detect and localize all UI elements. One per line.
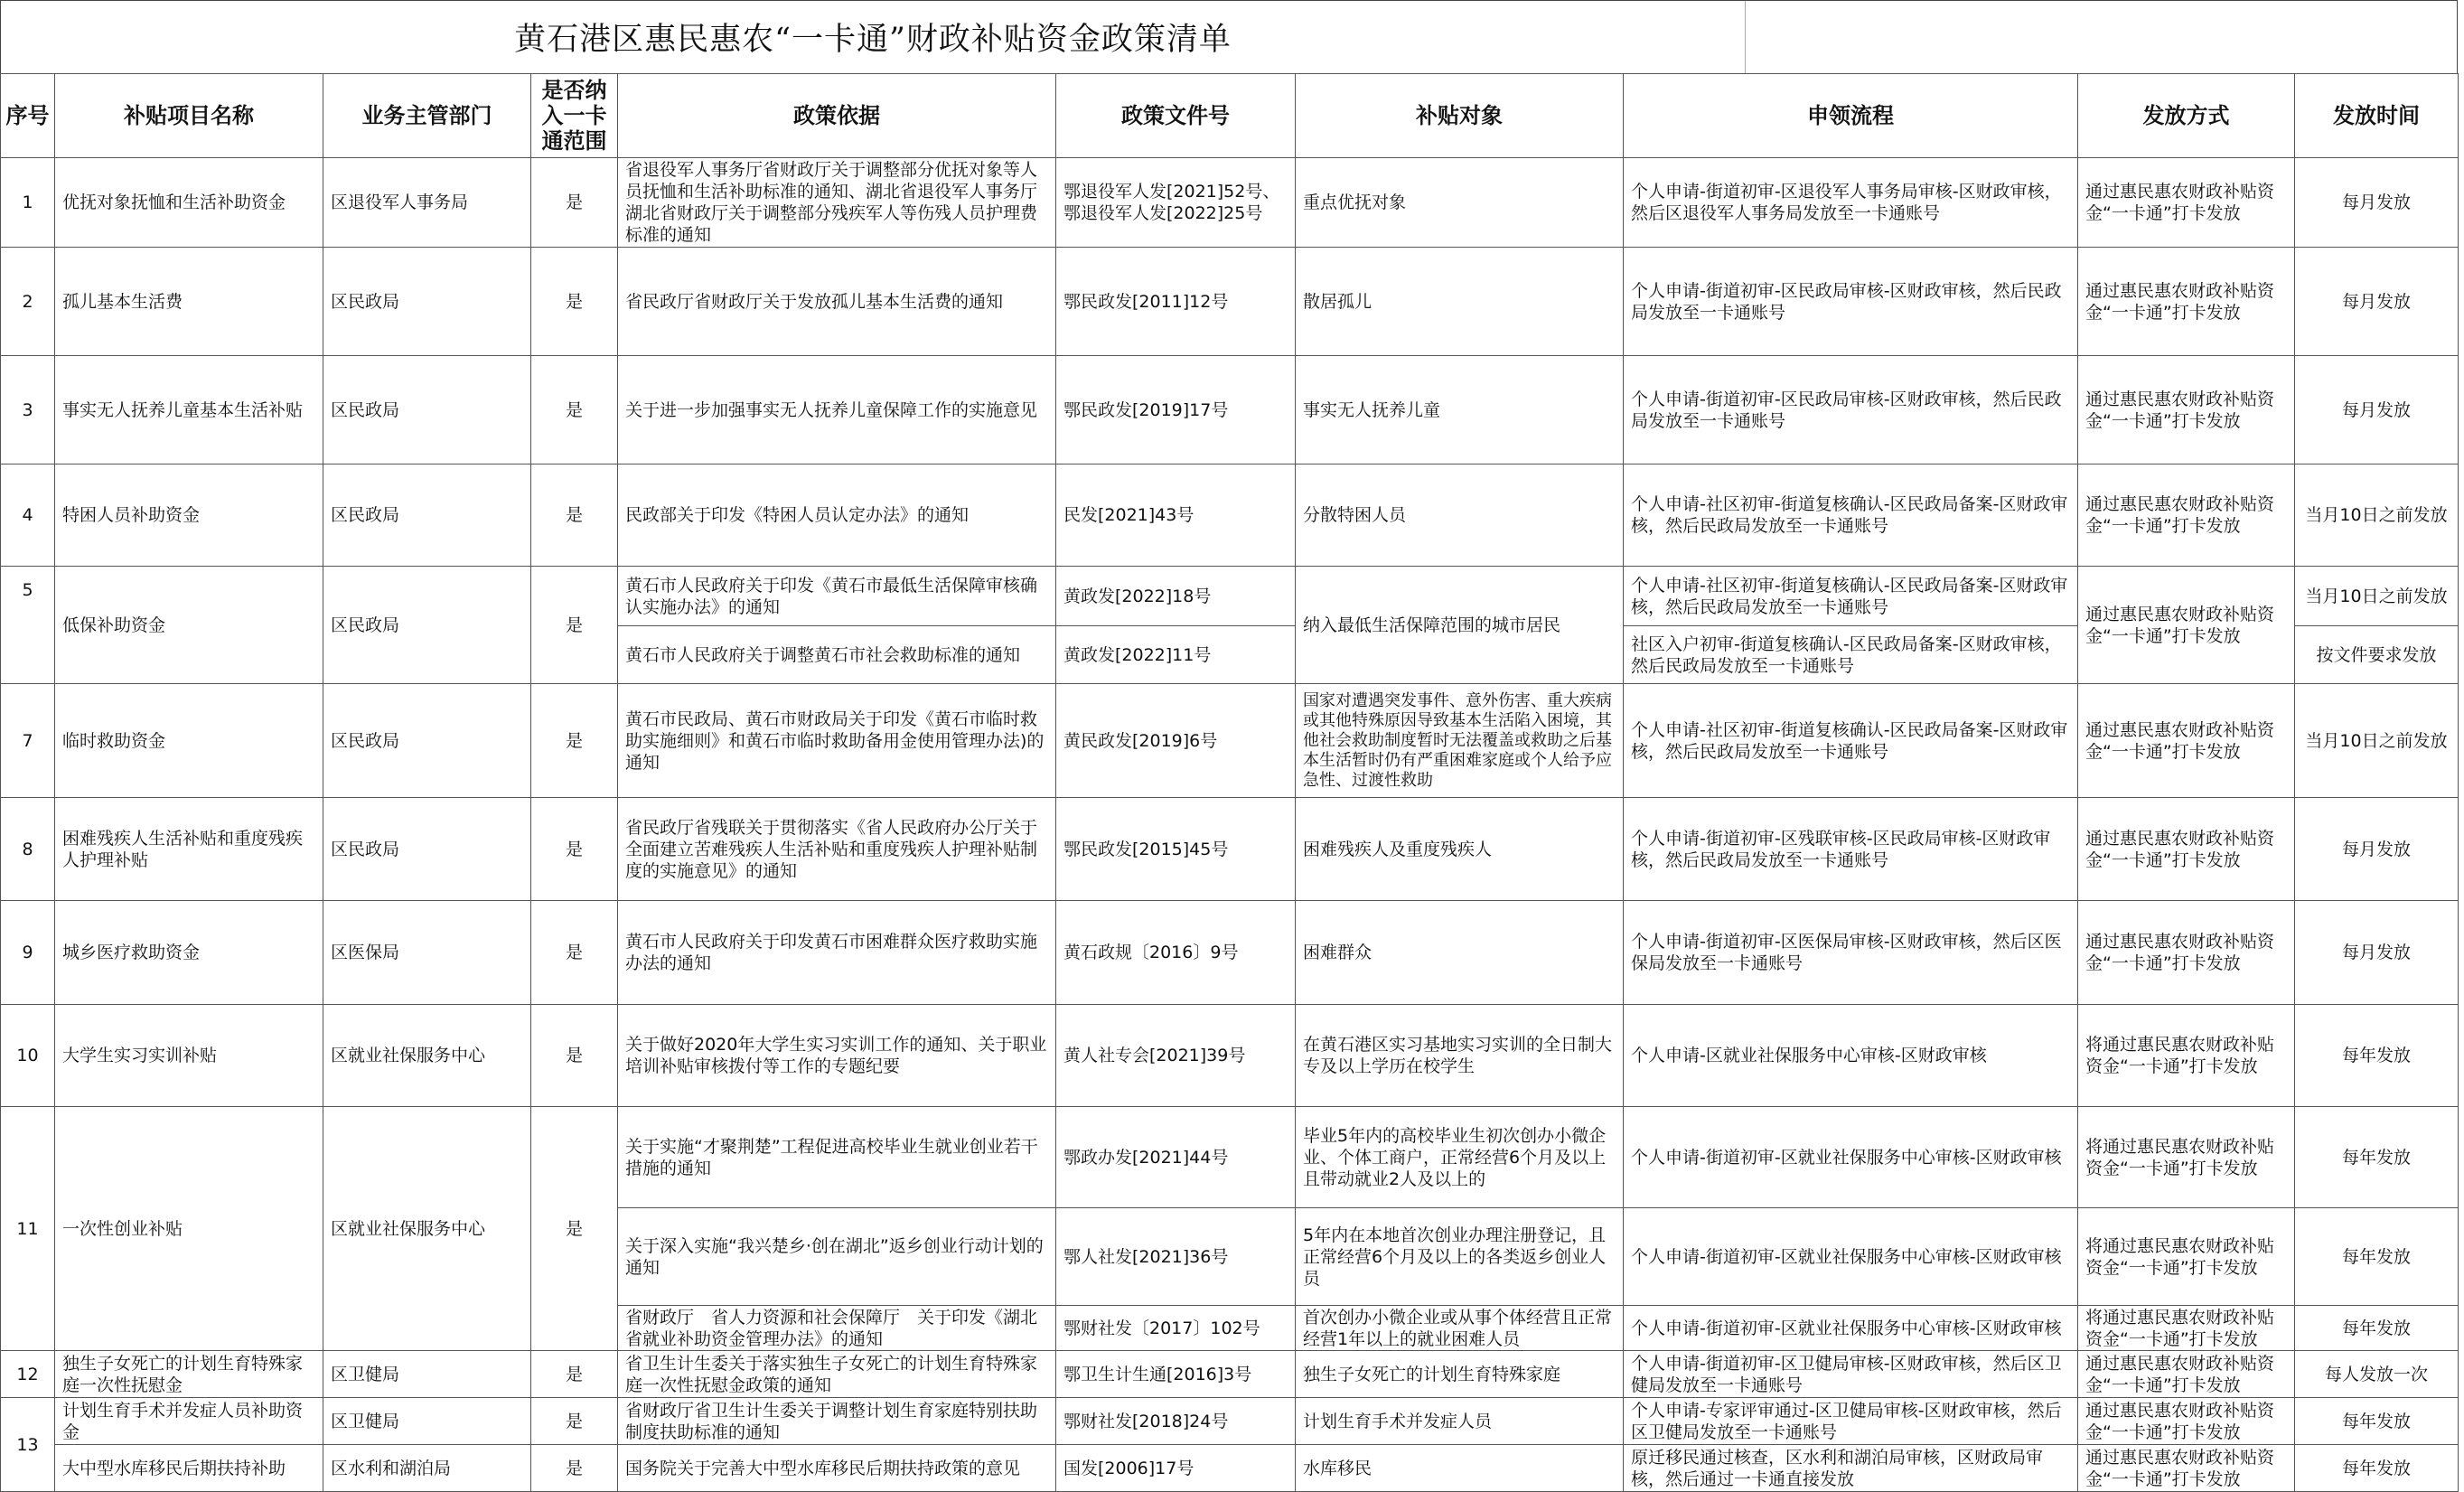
cell-docno: 鄂民政发[2015]45号 bbox=[1056, 798, 1296, 901]
cell-process: 个人申请-街道初审-区退役军人事务局审核-区财政审核，然后区退役军人事务局发放至一卡通账号 bbox=[1624, 158, 2078, 248]
cell-included: 是 bbox=[531, 1351, 618, 1398]
cell-dept: 区民政局 bbox=[323, 798, 531, 901]
col-header-no: 序号 bbox=[1, 74, 55, 158]
cell-basis: 民政部关于印发《特困人员认定办法》的通知 bbox=[618, 464, 1056, 567]
cell-docno: 鄂财社发[2018]24号 bbox=[1056, 1398, 1296, 1445]
cell-no: 3 bbox=[1, 356, 55, 464]
cell-name: 特困人员补助资金 bbox=[55, 464, 323, 567]
cell-method: 通过惠民惠农财政补贴资金“一卡通”打卡发放 bbox=[2078, 684, 2295, 798]
cell-docno: 黄民政发[2019]6号 bbox=[1056, 684, 1296, 798]
cell-process: 个人申请-区就业社保服务中心审核-区财政审核 bbox=[1624, 1005, 2078, 1107]
cell-name: 一次性创业补贴 bbox=[55, 1107, 323, 1351]
cell-process: 个人申请-街道初审-区民政局审核-区财政审核，然后民政局发放至一卡通账号 bbox=[1624, 248, 2078, 356]
cell-docno: 鄂民政发[2019]17号 bbox=[1056, 356, 1296, 464]
cell-included: 是 bbox=[531, 901, 618, 1005]
cell-basis: 关于实施“才聚荆楚”工程促进高校毕业生就业创业若干措施的通知 bbox=[618, 1107, 1056, 1208]
cell-process: 个人申请-街道初审-区医保局审核-区财政审核，然后区医保局发放至一卡通账号 bbox=[1624, 901, 2078, 1005]
col-header-docno: 政策文件号 bbox=[1056, 74, 1296, 158]
cell-docno: 鄂民政发[2011]12号 bbox=[1056, 248, 1296, 356]
cell-method: 通过惠民惠农财政补贴资金“一卡通”打卡发放 bbox=[2078, 901, 2295, 1005]
table-row bbox=[1, 567, 2459, 626]
cell-time: 按文件要求发放 bbox=[2295, 626, 2459, 684]
cell-docno: 黄人社专会[2021]39号 bbox=[1056, 1005, 1296, 1107]
cell-process: 个人申请-街道初审-区民政局审核-区财政审核，然后民政局发放至一卡通账号 bbox=[1624, 356, 2078, 464]
cell-target: 独生子女死亡的计划生育特殊家庭 bbox=[1296, 1351, 1624, 1398]
cell-dept: 区就业社保服务中心 bbox=[323, 1107, 531, 1351]
table-row bbox=[1, 1398, 2459, 1445]
table-row bbox=[1, 464, 2459, 567]
header-row bbox=[1, 74, 2459, 158]
cell-name: 计划生育手术并发症人员补助资金 bbox=[55, 1398, 323, 1445]
cell-time: 每月发放 bbox=[2295, 798, 2459, 901]
cell-process: 个人申请-社区初审-街道复核确认-区民政局备案-区财政审核，然后民政局发放至一卡通账号 bbox=[1624, 464, 2078, 567]
cell-name: 大学生实习实训补贴 bbox=[55, 1005, 323, 1107]
cell-included: 是 bbox=[531, 356, 618, 464]
cell-docno: 国发[2006]17号 bbox=[1056, 1445, 1296, 1492]
table-row bbox=[1, 1351, 2459, 1398]
cell-method: 将通过惠民惠农财政补贴资金“一卡通”打卡发放 bbox=[2078, 1107, 2295, 1208]
cell-dept: 区民政局 bbox=[323, 464, 531, 567]
cell-target: 首次创办小微企业或从事个体经营且正常经营1年以上的就业困难人员 bbox=[1296, 1306, 1624, 1351]
sheet-title: 黄石港区惠民惠农“一卡通”财政补贴资金政策清单 bbox=[514, 22, 1232, 58]
cell-no: 7 bbox=[1, 684, 55, 798]
cell-process: 个人申请-街道初审-区就业社保服务中心审核-区财政审核 bbox=[1624, 1306, 2078, 1351]
cell-no: 12 bbox=[1, 1351, 55, 1398]
table-row bbox=[1, 684, 2459, 798]
cell-included: 是 bbox=[531, 798, 618, 901]
cell-target: 事实无人抚养儿童 bbox=[1296, 356, 1624, 464]
cell-dept: 区退役军人事务局 bbox=[323, 158, 531, 248]
cell-time: 每月发放 bbox=[2295, 248, 2459, 356]
cell-dept: 区民政局 bbox=[323, 356, 531, 464]
cell-process: 个人申请-街道初审-区就业社保服务中心审核-区财政审核 bbox=[1624, 1107, 2078, 1208]
cell-docno: 黄政发[2022]18号 bbox=[1056, 567, 1296, 626]
cell-time: 每年发放 bbox=[2295, 1005, 2459, 1107]
cell-basis: 省财政厅省卫生计生委关于调整计划生育家庭特别扶助制度扶助标准的通知 bbox=[618, 1398, 1056, 1445]
cell-method: 通过惠民惠农财政补贴资金“一卡通”打卡发放 bbox=[2078, 464, 2295, 567]
cell-docno: 鄂卫生计生通[2016]3号 bbox=[1056, 1351, 1296, 1398]
title-row bbox=[0, 0, 2458, 73]
table-row bbox=[1, 798, 2459, 901]
table-row bbox=[1, 1005, 2459, 1107]
cell-target: 散居孤儿 bbox=[1296, 248, 1624, 356]
cell-method: 通过惠民惠农财政补贴资金“一卡通”打卡发放 bbox=[2078, 1398, 2295, 1445]
cell-method: 通过惠民惠农财政补贴资金“一卡通”打卡发放 bbox=[2078, 1445, 2295, 1492]
cell-method: 通过惠民惠农财政补贴资金“一卡通”打卡发放 bbox=[2078, 1351, 2295, 1398]
cell-method: 通过惠民惠农财政补贴资金“一卡通”打卡发放 bbox=[2078, 798, 2295, 901]
cell-time: 当月10日之前发放 bbox=[2295, 464, 2459, 567]
cell-no: 9 bbox=[1, 901, 55, 1005]
cell-method: 通过惠民惠农财政补贴资金“一卡通”打卡发放 bbox=[2078, 356, 2295, 464]
cell-included: 是 bbox=[531, 248, 618, 356]
title-blank-cell bbox=[1745, 1, 2457, 73]
cell-included: 是 bbox=[531, 684, 618, 798]
cell-time: 每月发放 bbox=[2295, 356, 2459, 464]
cell-name: 困难残疾人生活补贴和重度残疾人护理补贴 bbox=[55, 798, 323, 901]
cell-no: 5 bbox=[1, 567, 55, 684]
cell-no: 10 bbox=[1, 1005, 55, 1107]
cell-dept: 区民政局 bbox=[323, 567, 531, 684]
cell-included: 是 bbox=[531, 464, 618, 567]
cell-dept: 区医保局 bbox=[323, 901, 531, 1005]
cell-basis: 黄石市人民政府关于印发黄石市困难群众医疗救助实施办法的通知 bbox=[618, 901, 1056, 1005]
cell-basis: 关于深入实施“我兴楚乡·创在湖北”返乡创业行动计划的通知 bbox=[618, 1208, 1056, 1306]
cell-docno: 黄石政规〔2016〕9号 bbox=[1056, 901, 1296, 1005]
cell-name: 城乡医疗救助资金 bbox=[55, 901, 323, 1005]
policy-table bbox=[0, 73, 2459, 1492]
cell-time: 每月发放 bbox=[2295, 901, 2459, 1005]
cell-target: 分散特困人员 bbox=[1296, 464, 1624, 567]
cell-target: 困难残疾人及重度残疾人 bbox=[1296, 798, 1624, 901]
cell-process: 个人申请-街道初审-区就业社保服务中心审核-区财政审核 bbox=[1624, 1208, 2078, 1306]
cell-dept: 区卫健局 bbox=[323, 1398, 531, 1445]
cell-basis: 省财政厅 省人力资源和社会保障厅 关于印发《湖北省就业补助资金管理办法》的通知 bbox=[618, 1306, 1056, 1351]
cell-process: 个人申请-街道初审-区卫健局审核-区财政审核，然后区卫健局发放至一卡通账号 bbox=[1624, 1351, 2078, 1398]
cell-dept: 区水利和湖泊局 bbox=[323, 1445, 531, 1492]
cell-target: 困难群众 bbox=[1296, 901, 1624, 1005]
cell-target: 重点优抚对象 bbox=[1296, 158, 1624, 248]
col-header-method: 发放方式 bbox=[2078, 74, 2295, 158]
table-row bbox=[1, 248, 2459, 356]
cell-name: 优抚对象抚恤和生活补助资金 bbox=[55, 158, 323, 248]
col-header-basis: 政策依据 bbox=[618, 74, 1056, 158]
col-header-included: 是否纳入一卡通范围 bbox=[531, 74, 618, 158]
cell-time: 每年发放 bbox=[2295, 1398, 2459, 1445]
cell-process: 个人申请-社区初审-街道复核确认-区民政局备案-区财政审核，然后民政局发放至一卡通账号 bbox=[1624, 684, 2078, 798]
cell-basis: 省退役军人事务厅省财政厅关于调整部分优抚对象等人员抚恤和生活补助标准的通知、湖北省退役军人事务厅湖北省财政厅关于调整部分残疾军人等伤残人员护理费标准的通知 bbox=[618, 158, 1056, 248]
cell-method: 将通过惠民惠农财政补贴资金“一卡通”打卡发放 bbox=[2078, 1306, 2295, 1351]
cell-included: 是 bbox=[531, 1398, 618, 1445]
cell-included: 是 bbox=[531, 158, 618, 248]
cell-process: 社区入户初审-街道复核确认-区民政局备案-区财政审核，然后民政局发放至一卡通账号 bbox=[1624, 626, 2078, 684]
cell-target: 毕业5年内的高校毕业生初次创办小微企业、个体工商户，正常经营6个月及以上且带动就业2人及以上的 bbox=[1296, 1107, 1624, 1208]
cell-name: 孤儿基本生活费 bbox=[55, 248, 323, 356]
cell-time: 每年发放 bbox=[2295, 1107, 2459, 1208]
cell-no: 4 bbox=[1, 464, 55, 567]
cell-target: 计划生育手术并发症人员 bbox=[1296, 1398, 1624, 1445]
cell-basis: 关于做好2020年大学生实习实训工作的通知、关于职业培训补贴审核拨付等工作的专题纪要 bbox=[618, 1005, 1056, 1107]
cell-no: 1 bbox=[1, 158, 55, 248]
table-row bbox=[1, 356, 2459, 464]
cell-method: 将通过惠民惠农财政补贴资金“一卡通”打卡发放 bbox=[2078, 1208, 2295, 1306]
cell-docno: 鄂人社发[2021]36号 bbox=[1056, 1208, 1296, 1306]
cell-no: 13 bbox=[1, 1398, 55, 1492]
col-header-dept: 业务主管部门 bbox=[323, 74, 531, 158]
cell-docno: 黄政发[2022]11号 bbox=[1056, 626, 1296, 684]
cell-docno: 鄂财社发〔2017〕102号 bbox=[1056, 1306, 1296, 1351]
col-header-process: 申领流程 bbox=[1624, 74, 2078, 158]
cell-basis: 关于进一步加强事实无人抚养儿童保障工作的实施意见 bbox=[618, 356, 1056, 464]
cell-docno: 鄂退役军人发[2021]52号、鄂退役军人发[2022]25号 bbox=[1056, 158, 1296, 248]
cell-name: 临时救助资金 bbox=[55, 684, 323, 798]
cell-process: 个人申请-社区初审-街道复核确认-区民政局备案-区财政审核，然后民政局发放至一卡通账号 bbox=[1624, 567, 2078, 626]
cell-time: 每年发放 bbox=[2295, 1445, 2459, 1492]
cell-name: 低保补助资金 bbox=[55, 567, 323, 684]
cell-target: 纳入最低生活保障范围的城市居民 bbox=[1296, 567, 1624, 684]
cell-name: 大中型水库移民后期扶持补助 bbox=[55, 1445, 323, 1492]
cell-no: 11 bbox=[1, 1107, 55, 1351]
cell-target: 在黄石港区实习基地实习实训的全日制大专及以上学历在校学生 bbox=[1296, 1005, 1624, 1107]
cell-docno: 民发[2021]43号 bbox=[1056, 464, 1296, 567]
cell-basis: 省卫生计生委关于落实独生子女死亡的计划生育特殊家庭一次性抚慰金政策的通知 bbox=[618, 1351, 1056, 1398]
cell-included: 是 bbox=[531, 1107, 618, 1351]
cell-dept: 区民政局 bbox=[323, 248, 531, 356]
cell-time: 每年发放 bbox=[2295, 1208, 2459, 1306]
cell-dept: 区民政局 bbox=[323, 684, 531, 798]
cell-time: 每人发放一次 bbox=[2295, 1351, 2459, 1398]
cell-process: 个人申请-街道初审-区残联审核-区民政局审核-区财政审核，然后民政局发放至一卡通账号 bbox=[1624, 798, 2078, 901]
cell-basis: 黄石市人民政府关于调整黄石市社会救助标准的通知 bbox=[618, 626, 1056, 684]
cell-name: 独生子女死亡的计划生育特殊家庭一次性抚慰金 bbox=[55, 1351, 323, 1398]
table-row bbox=[1, 158, 2459, 248]
cell-process: 原迁移民通过核查，区水利和湖泊局审核，区财政局审核，然后通过一卡通直接发放 bbox=[1624, 1445, 2078, 1492]
cell-included: 是 bbox=[531, 567, 618, 684]
cell-target: 国家对遭遇突发事件、意外伤害、重大疾病或其他特殊原因导致基本生活陷入困境，其他社会救助制度暂时无法覆盖或救助之后基本生活暂时仍有严重困难家庭或个人给予应急性、过渡性救助 bbox=[1296, 684, 1624, 798]
cell-time: 当月10日之前发放 bbox=[2295, 684, 2459, 798]
cell-dept: 区卫健局 bbox=[323, 1351, 531, 1398]
cell-process: 个人申请-专家评审通过-区卫健局审核-区财政审核，然后区卫健局发放至一卡通账号 bbox=[1624, 1398, 2078, 1445]
cell-basis: 省民政厅省财政厅关于发放孤儿基本生活费的通知 bbox=[618, 248, 1056, 356]
cell-basis: 黄石市人民政府关于印发《黄石市最低生活保障审核确认实施办法》的通知 bbox=[618, 567, 1056, 626]
cell-method: 通过惠民惠农财政补贴资金“一卡通”打卡发放 bbox=[2078, 158, 2295, 248]
cell-target: 水库移民 bbox=[1296, 1445, 1624, 1492]
col-header-time: 发放时间 bbox=[2295, 74, 2459, 158]
col-header-name: 补贴项目名称 bbox=[55, 74, 323, 158]
table-subrow bbox=[1, 1445, 2459, 1492]
table-row bbox=[1, 901, 2459, 1005]
cell-included: 是 bbox=[531, 1005, 618, 1107]
cell-basis: 黄石市民政局、黄石市财政局关于印发《黄石市临时救助实施细则》和黄石市临时救助备用金使用管理办法)的通知 bbox=[618, 684, 1056, 798]
col-header-target: 补贴对象 bbox=[1296, 74, 1624, 158]
cell-method: 通过惠民惠农财政补贴资金“一卡通”打卡发放 bbox=[2078, 567, 2295, 684]
cell-target: 5年内在本地首次创业办理注册登记，且正常经营6个月及以上的各类返乡创业人员 bbox=[1296, 1208, 1624, 1306]
cell-dept: 区就业社保服务中心 bbox=[323, 1005, 531, 1107]
cell-no: 8 bbox=[1, 798, 55, 901]
cell-docno: 鄂政办发[2021]44号 bbox=[1056, 1107, 1296, 1208]
cell-no: 2 bbox=[1, 248, 55, 356]
table-row bbox=[1, 1107, 2459, 1208]
cell-time: 每月发放 bbox=[2295, 158, 2459, 248]
cell-method: 通过惠民惠农财政补贴资金“一卡通”打卡发放 bbox=[2078, 248, 2295, 356]
cell-included: 是 bbox=[531, 1445, 618, 1492]
cell-basis: 省民政厅省残联关于贯彻落实《省人民政府办公厅关于全面建立苦难残疾人生活补贴和重度残疾人护理补贴制度的实施意见》的通知 bbox=[618, 798, 1056, 901]
cell-name: 事实无人抚养儿童基本生活补贴 bbox=[55, 356, 323, 464]
cell-time: 当月10日之前发放 bbox=[2295, 567, 2459, 626]
cell-basis: 国务院关于完善大中型水库移民后期扶持政策的意见 bbox=[618, 1445, 1056, 1492]
cell-method: 将通过惠民惠农财政补贴资金“一卡通”打卡发放 bbox=[2078, 1005, 2295, 1107]
cell-time: 每年发放 bbox=[2295, 1306, 2459, 1351]
